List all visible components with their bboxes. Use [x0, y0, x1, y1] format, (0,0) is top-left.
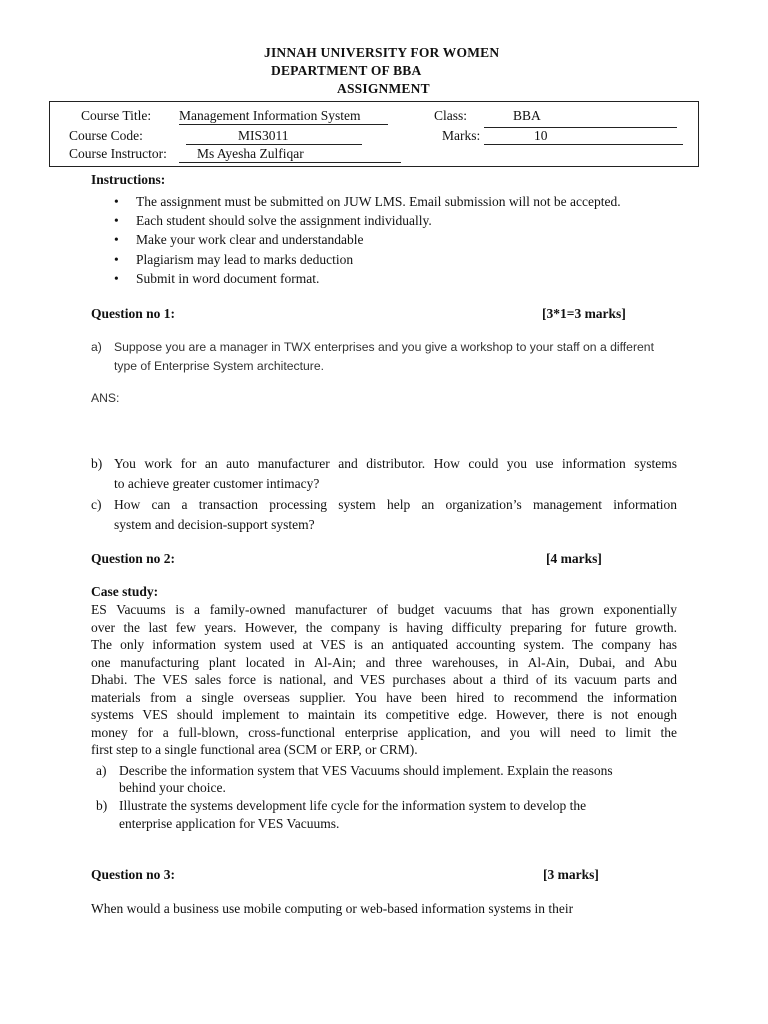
- case-line: one manufacturing plant located in Al-Ain; and three warehouses, in Al-Ain, Dubai, and Abu: [91, 654, 677, 670]
- bullet-icon: •: [114, 213, 119, 229]
- course-code-label: Course Code:: [69, 128, 143, 143]
- case-line: Dhabi. The VES sales force is national, and VES purchases about a third of its vacuum parts and: [91, 672, 677, 687]
- question-1-title: Question no 1:: [91, 306, 176, 321]
- case-line: ES Vacuums is a family-owned manufacturer of budget vacuums that has grown exponentially: [91, 602, 677, 617]
- question-1b-line1: You work for an auto manufacturer and distributor. How could you use information systems: [114, 456, 677, 471]
- question-3-marks: [3 marks]: [543, 867, 599, 882]
- case-line: The only information system used at VES is an antiquated accounting system. The company has: [91, 637, 677, 652]
- question-1b-label: b): [91, 456, 103, 471]
- list-item: • The assignment must be submitted on JUW LMS. Email submission will not be accepted.: [114, 192, 621, 211]
- instructor-value: Ms Ayesha Zulfiqar: [197, 146, 304, 161]
- marks-value: 10: [534, 128, 548, 143]
- course-title-value: Management Information System: [179, 108, 361, 123]
- department-name: DEPARTMENT OF BBA: [271, 63, 422, 78]
- bullet-icon: •: [114, 194, 119, 209]
- class-value: BBA: [513, 108, 541, 123]
- case-line: materials from a single overseas supplier. You have been hired to recommend the information: [91, 689, 677, 705]
- case-line: money for a full-blown, cross-functional enterprise application, and you will need to limit the: [91, 724, 677, 740]
- question-1c-line1: How can a transaction processing system help an organization’s management information: [114, 497, 677, 512]
- case-study-paragraph: [91, 601, 677, 759]
- course-code-value: MIS3011: [238, 128, 289, 143]
- list-item: • Submit in word document format.: [114, 269, 621, 288]
- instructor-label: Course Instructor:: [69, 146, 167, 161]
- course-code-underline: [186, 144, 362, 145]
- question-1b-line2: to achieve greater customer intimacy?: [114, 476, 320, 491]
- course-title-label: Course Title:: [81, 108, 152, 123]
- question-1a-line1: Suppose you are a manager in TWX enterprises and you give a workshop to your staff on a different: [114, 340, 654, 354]
- list-item: • Each student should solve the assignment individually.: [114, 211, 621, 230]
- case-line: systems VES should implement to maintain its competitive edge. However, there is not enough: [91, 707, 677, 722]
- answer-label: ANS:: [91, 391, 120, 405]
- university-name: JINNAH UNIVERSITY FOR WOMEN: [264, 45, 500, 60]
- course-title-underline: [179, 124, 388, 125]
- question-2b-line1: Illustrate the systems development life cycle for the information system to develop the: [119, 798, 587, 813]
- document-type: ASSIGNMENT: [337, 81, 430, 96]
- question-2a-line2: behind your choice.: [119, 780, 226, 795]
- bullet-icon: •: [114, 232, 119, 248]
- question-2a-label: a): [96, 763, 107, 778]
- class-label: Class:: [434, 108, 468, 123]
- instructions-list: [114, 192, 621, 288]
- marks-label: Marks:: [442, 128, 481, 143]
- bullet-icon: •: [114, 270, 119, 286]
- question-1-marks: [3*1=3 marks]: [542, 306, 626, 321]
- list-item: • Plagiarism may lead to marks deduction: [114, 250, 621, 269]
- question-3-title: Question no 3:: [91, 867, 176, 882]
- case-line: first step to a single functional area (SCM or ERP, or CRM).: [91, 742, 418, 757]
- question-2b-label: b): [96, 798, 108, 813]
- question-1c-line2: system and decision-support system?: [114, 517, 315, 532]
- question-2b-line2: enterprise application for VES Vacuums.: [119, 816, 340, 831]
- marks-underline: [484, 144, 683, 145]
- case-line: over the last few years. However, the company is having difficulty preparing for future growth.: [91, 619, 677, 635]
- question-1a-label: a): [91, 340, 102, 354]
- question-1c-label: c): [91, 497, 102, 512]
- question-2a-line1: Describe the information system that VES Vacuums should implement. Explain the reasons: [119, 763, 613, 778]
- question-1a-line2: type of Enterprise System architecture.: [114, 359, 324, 373]
- question-2-marks: [4 marks]: [546, 551, 602, 566]
- list-item: • Make your work clear and understandable: [114, 230, 621, 249]
- case-study-heading: Case study:: [91, 584, 159, 599]
- instructor-underline: [179, 162, 401, 163]
- question-3-line1: When would a business use mobile computing or web-based information systems in their: [91, 901, 574, 916]
- instructions-heading: Instructions:: [91, 172, 166, 187]
- class-underline: [484, 127, 677, 128]
- question-2-title: Question no 2:: [91, 551, 176, 566]
- bullet-icon: •: [114, 251, 119, 267]
